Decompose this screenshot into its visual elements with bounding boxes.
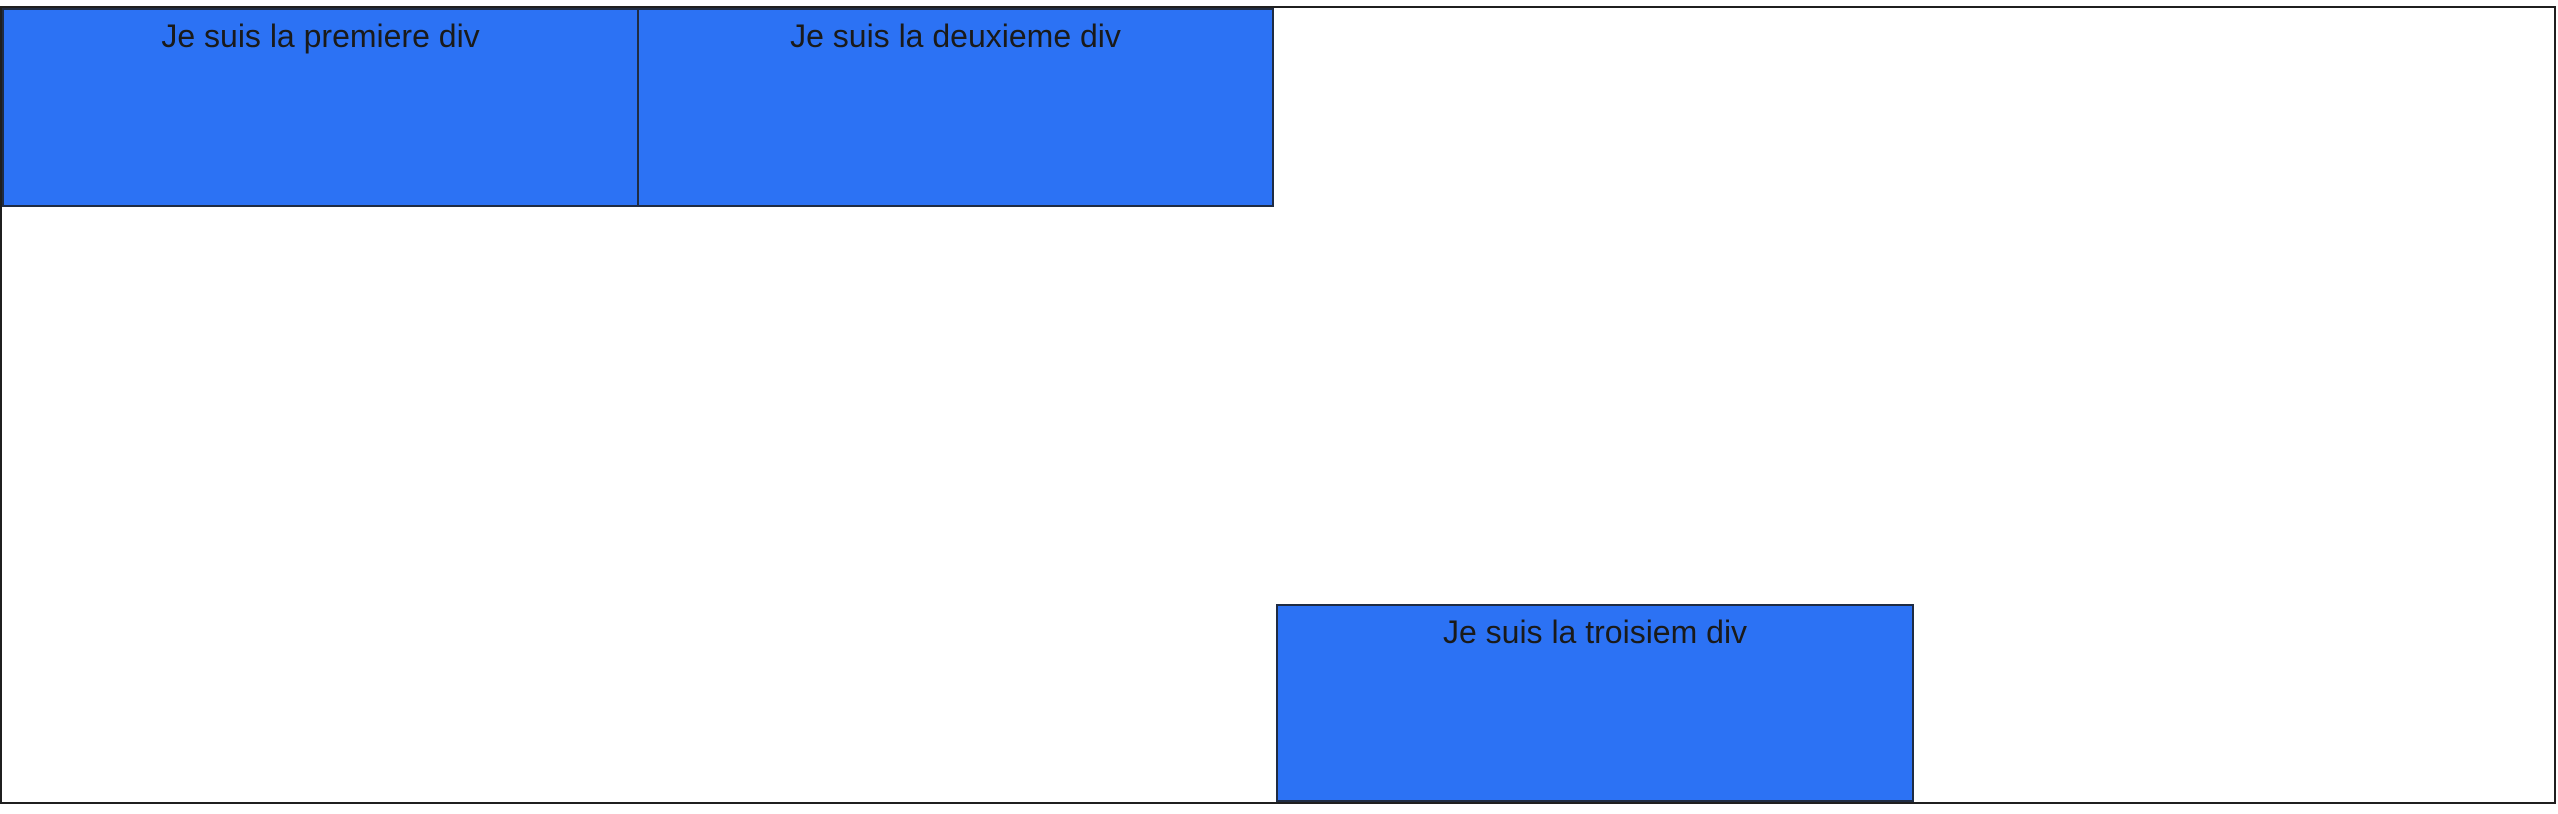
third-div [1276, 604, 1914, 802]
first-div [2, 8, 639, 207]
second-div-label: Je suis la deuxieme div [790, 18, 1121, 54]
first-div-label: Je suis la premiere div [161, 18, 480, 54]
third-div-label: Je suis la troisiem div [1442, 614, 1748, 650]
page-container [0, 6, 2556, 804]
second-div [637, 8, 1274, 207]
